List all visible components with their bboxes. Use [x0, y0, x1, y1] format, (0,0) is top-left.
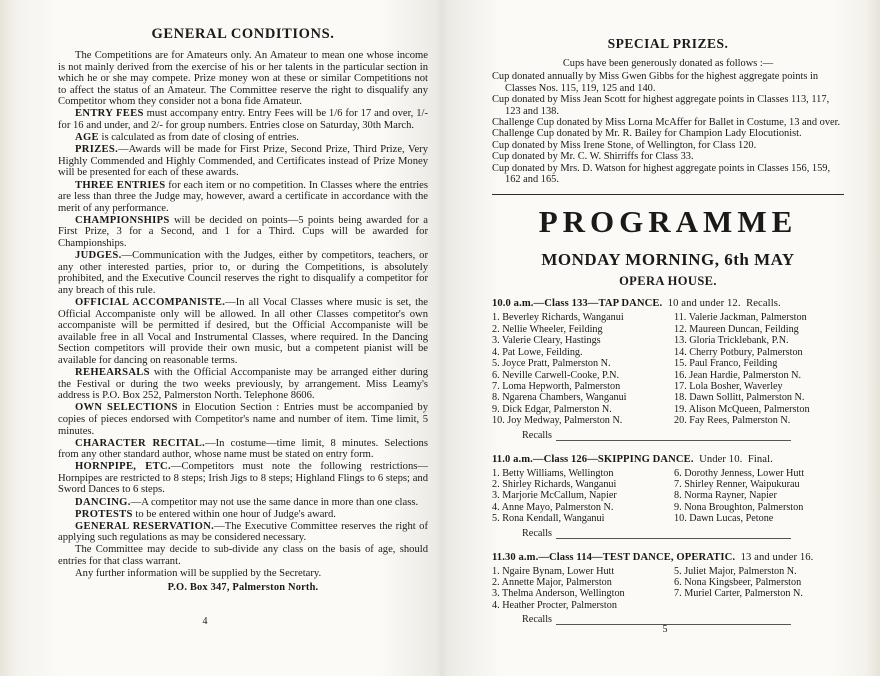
list-item: 8. Norma Rayner, Napier	[674, 490, 777, 502]
condition-text: with the Official Accompaniste may be arranged either during the Festival or during the two weeks previously, by arrangement. Miss Leamy's address is P.O. Box 252, Palmerston North. Telephone 8606.	[58, 367, 428, 402]
condition-paragraph	[58, 544, 428, 567]
condition-text: —Awards will be made for First Prize, Second Prize, Third Prize, Very Highly Commended and Highly Commended, and Certificates instead of Prize Money will be presented for each of these awards.	[58, 144, 428, 179]
condition-text: —A competitor may not use the same dance in more than one class.	[130, 496, 419, 508]
list-item: 5. Juliet Major, Palmerston N.	[674, 565, 797, 577]
class-name: Class 114—TEST DANCE, OPERATIC.	[549, 551, 736, 563]
condition-paragraph	[58, 180, 428, 215]
list-item: 5. Joyce Pratt, Palmerston N.	[492, 358, 611, 370]
class-recalls-label: Final.	[747, 453, 773, 465]
programme-title: PROGRAMME	[538, 204, 798, 240]
class-heading	[492, 552, 844, 563]
entrant-column-right	[668, 312, 844, 426]
recalls-blank-line	[556, 431, 791, 441]
condition-text: Any further information will be supplied by the Secretary.	[75, 568, 322, 580]
programme-class-block	[492, 454, 844, 539]
class-time: 10.0 a.m.—	[492, 298, 545, 310]
list-item: 6. Nona Kingsbeer, Palmerston	[674, 576, 802, 588]
condition-text: —The Executive Committee reserves the right of applying such regulations as may be considered necessary.	[58, 520, 428, 544]
list-item: 10. Joy Medway, Palmerston N.	[492, 415, 623, 427]
condition-lead: ENTRY FEES	[75, 108, 144, 120]
condition-paragraph	[58, 132, 428, 144]
recalls-row	[492, 528, 844, 539]
page-number-left: 4	[202, 616, 208, 627]
list-item: 3. Valerie Cleary, Hastings	[492, 335, 601, 347]
right-page-column	[492, 36, 844, 636]
special-prize-item: Cup donated annually by Miss Gwen Gibbs for the highest aggregate points in Classes Nos. 115, 119, 125 and 140.	[492, 71, 819, 94]
list-item: 7. Loma Hepworth, Palmerston	[492, 380, 621, 392]
condition-paragraph	[58, 461, 428, 496]
list-item: 1. Betty Williams, Wellington	[492, 467, 614, 479]
general-conditions-heading: GENERAL CONDITIONS.	[151, 26, 335, 42]
entrant-list	[492, 468, 844, 525]
class-time: 11.30 a.m.—	[492, 551, 550, 563]
condition-paragraph	[58, 521, 428, 544]
special-prize-item: Cup donated by Miss Irene Stone, of Wellington, for Class 120.	[492, 139, 757, 151]
left-page-column	[58, 26, 428, 636]
list-item: 8. Ngarena Chambers, Wanganui	[492, 392, 627, 404]
list-item: 4. Anne Mayo, Palmerston N.	[492, 501, 614, 513]
list-item: 12. Maureen Duncan, Feilding	[674, 323, 799, 335]
list-item: 3. Marjorie McCallum, Napier	[492, 490, 617, 502]
page-number-right: 5	[662, 624, 668, 635]
condition-lead: GENERAL RESERVATION.	[75, 520, 215, 532]
condition-lead: OWN SELECTIONS	[75, 402, 178, 414]
class-heading	[492, 298, 844, 309]
list-item: 18. Dawn Sollitt, Palmerston N.	[674, 392, 805, 404]
condition-lead: REHEARSALS	[75, 367, 150, 379]
special-prizes-heading: SPECIAL PRIZES.	[607, 36, 729, 51]
condition-text: —In all Vocal Classes where music is set, the Official Accompaniste only will be allowed. In all other Classes competitor's own accompaniste will be permitted if desired, but the Official Accompaniste will be available free in all Vocal and Instrumental Classes, where required. In the Dancing Section competitors will provide their own music, but a competent pianist will be available for dancing on reasonable terms.	[58, 296, 429, 366]
condition-lead: THREE ENTRIES	[75, 179, 166, 191]
recalls-label: Recalls	[522, 527, 552, 539]
condition-lead: OFFICIAL ACCOMPANISTE.	[75, 296, 226, 308]
list-item: 9. Nona Broughton, Palmerston	[674, 501, 804, 513]
special-prize-item: Cup donated by Mr. C. W. Shirriffs for Class 33.	[492, 151, 694, 163]
list-item: 19. Alison McQueen, Palmerston	[674, 403, 810, 415]
condition-paragraph	[58, 497, 428, 509]
programme-class-block	[492, 552, 844, 626]
condition-text: must accompany entry. Entry Fees will be 1/6 for 17 and over, 1/- for 16 and under, and 2/- for group numbers. Entries close on Saturday, 30th March.	[58, 108, 428, 132]
condition-lead: PRIZES.	[75, 144, 119, 156]
list-item: 16. Jean Hardie, Palmerston N.	[674, 369, 802, 381]
condition-lead: JUDGES.	[75, 250, 122, 262]
entrant-column-left	[492, 566, 668, 612]
condition-text: to be entered within one hour of Judge's award.	[135, 508, 336, 520]
class-age: Under 10.	[699, 453, 743, 465]
condition-paragraph	[58, 215, 428, 250]
list-item: 14. Cherry Potbury, Palmerston	[674, 346, 803, 358]
list-item: 6. Neville Carwell-Cooke, P.N.	[492, 369, 620, 381]
class-time: 11.0 a.m.—	[492, 453, 544, 465]
condition-paragraph	[58, 568, 428, 580]
special-prizes-intro: Cups have been generously donated as follows :—	[562, 58, 774, 69]
list-item: 5. Rona Kendall, Wanganui	[492, 513, 605, 525]
condition-lead: DANCING.	[75, 496, 131, 508]
list-item: 6. Dorothy Jenness, Lower Hutt	[674, 467, 805, 479]
list-item: 3. Thelma Anderson, Wellington	[492, 588, 625, 600]
section-divider	[492, 194, 844, 195]
list-item: 2. Shirley Richards, Wanganui	[492, 478, 617, 490]
condition-text: will be decided on points—5 points being awarded for a First Prize, 3 for a Second, and 1 for a Third. Cups will be awarded for Championships.	[58, 214, 428, 249]
entrant-list	[492, 566, 844, 612]
condition-lead: CHARACTER RECITAL.	[75, 437, 206, 449]
condition-text: The Committee may decide to sub-divide any class on the basis of age, should entries for that class warrant.	[58, 544, 428, 568]
list-item: 17. Lola Bosher, Waverley	[674, 380, 783, 392]
condition-text: —Communication with the Judges, either by competitors, teachers, or any other interested parties, prior to, or during the Competitions, is absolutely prohibited, and the Executive Council reserves the right to disqualify a competitor for any breach of this rule.	[58, 250, 428, 296]
condition-paragraph	[58, 50, 428, 108]
class-age: 13 and under 16.	[740, 551, 814, 563]
condition-text: —Competitors must note the following restrictions—Hornpipes are restricted to 8 steps; Irish Jigs to 8 steps; Highland Flings to 6 steps; and Sword Dances to 6 steps.	[58, 461, 428, 496]
list-item: 1. Beverley Richards, Wanganui	[492, 312, 624, 324]
condition-lead: AGE	[75, 132, 99, 144]
condition-paragraph	[58, 250, 428, 296]
condition-paragraph	[58, 297, 428, 367]
condition-paragraph	[58, 144, 428, 179]
class-name: Class 126—SKIPPING DANCE.	[543, 453, 694, 465]
list-item: 2. Nellie Wheeler, Feilding	[492, 323, 603, 335]
condition-lead: CHAMPIONSHIPS	[75, 214, 170, 226]
day-title: MONDAY MORNING, 6th MAY	[541, 250, 795, 270]
list-item: 10. Dawn Lucas, Petone	[674, 513, 774, 525]
list-item: 11. Valerie Jackman, Palmerston	[674, 312, 807, 324]
list-item: 7. Shirley Renner, Waipukurau	[674, 478, 800, 490]
list-item: 7. Muriel Carter, Palmerston N.	[674, 588, 803, 600]
condition-text: in Elocution Section : Entries must be accompanied by copies of pieces endorsed with Competitor's name and number of item. Time limit, 5 minutes.	[58, 402, 428, 437]
list-item: 9. Dick Edgar, Palmerston N.	[492, 403, 612, 415]
recalls-label: Recalls	[522, 429, 552, 441]
recalls-label: Recalls	[522, 614, 552, 626]
condition-paragraph	[58, 108, 428, 131]
list-item: 2. Annette Major, Palmerston	[492, 576, 612, 588]
class-heading	[492, 454, 844, 465]
special-prize-item: Challenge Cup donated by Mr. R. Bailey for Champion Lady Elocutionist.	[492, 128, 802, 140]
entrant-column-right	[668, 566, 844, 612]
secretary-address: P.O. Box 347, Palmerston North.	[167, 581, 319, 593]
condition-paragraph	[58, 367, 428, 402]
list-item: 4. Heather Procter, Palmerston	[492, 599, 617, 611]
list-item: 15. Paul Franco, Feilding	[674, 358, 778, 370]
condition-paragraph	[58, 402, 428, 437]
list-item: 20. Fay Rees, Palmerston N.	[674, 415, 791, 427]
condition-paragraph	[58, 509, 428, 521]
condition-text: The Competitions are for Amateurs only. An Amateur to mean one whose income is not mainly derived from the exercise of his or her talents in the particular section in which he or she may compete. Prize money won at these or similar Competitions not to affect the status of an Amateur. The Committee reserve the right to disqualify any Competitor whom they consider not a bona fide Amateur.	[58, 50, 428, 108]
special-prize-item: Challenge Cup donated by Miss Lorna McAffer for Ballet in Costume, 13 and over.	[492, 117, 841, 129]
list-item: 13. Gloria Tricklebank, P.N.	[674, 335, 789, 347]
entrant-list	[492, 312, 844, 426]
venue-title: OPERA HOUSE.	[619, 274, 717, 289]
condition-text: for each item or no competition. In Classes where the entries are less than three the Judge may, however, award a certificate in accordance with the merit of any performance.	[58, 179, 429, 214]
recalls-row	[492, 430, 844, 441]
special-prize-item: Cup donated by Miss Jean Scott for highest aggregate points in Classes 113, 117, 123 and 138.	[492, 94, 830, 117]
class-recalls-label: Recalls.	[746, 298, 781, 310]
special-prize-item: Cup donated by Mrs. D. Watson for highest aggregate points in Classes 156, 159, 162 and 165.	[492, 162, 831, 186]
list-item: 4. Pat Lowe, Feilding.	[492, 346, 583, 358]
entrant-column-right	[668, 468, 844, 525]
class-name: Class 133—TAP DANCE.	[544, 298, 663, 310]
class-age: 10 and under 12.	[667, 298, 741, 310]
list-item: 1. Ngaire Bynam, Lower Hutt	[492, 565, 615, 577]
programme-class-block	[492, 298, 844, 440]
entrant-column-left	[492, 468, 668, 525]
recalls-blank-line	[556, 529, 791, 539]
condition-paragraph	[58, 438, 428, 461]
condition-text: —In costume—time limit, 8 minutes. Selections from any other standard author, whose name must be stated on entry form.	[58, 437, 428, 461]
condition-lead: PROTESTS	[75, 508, 133, 520]
condition-text: is calculated as from date of closing of entries.	[101, 132, 299, 144]
condition-lead: HORNPIPE, ETC.	[75, 461, 171, 473]
entrant-column-left	[492, 312, 668, 426]
